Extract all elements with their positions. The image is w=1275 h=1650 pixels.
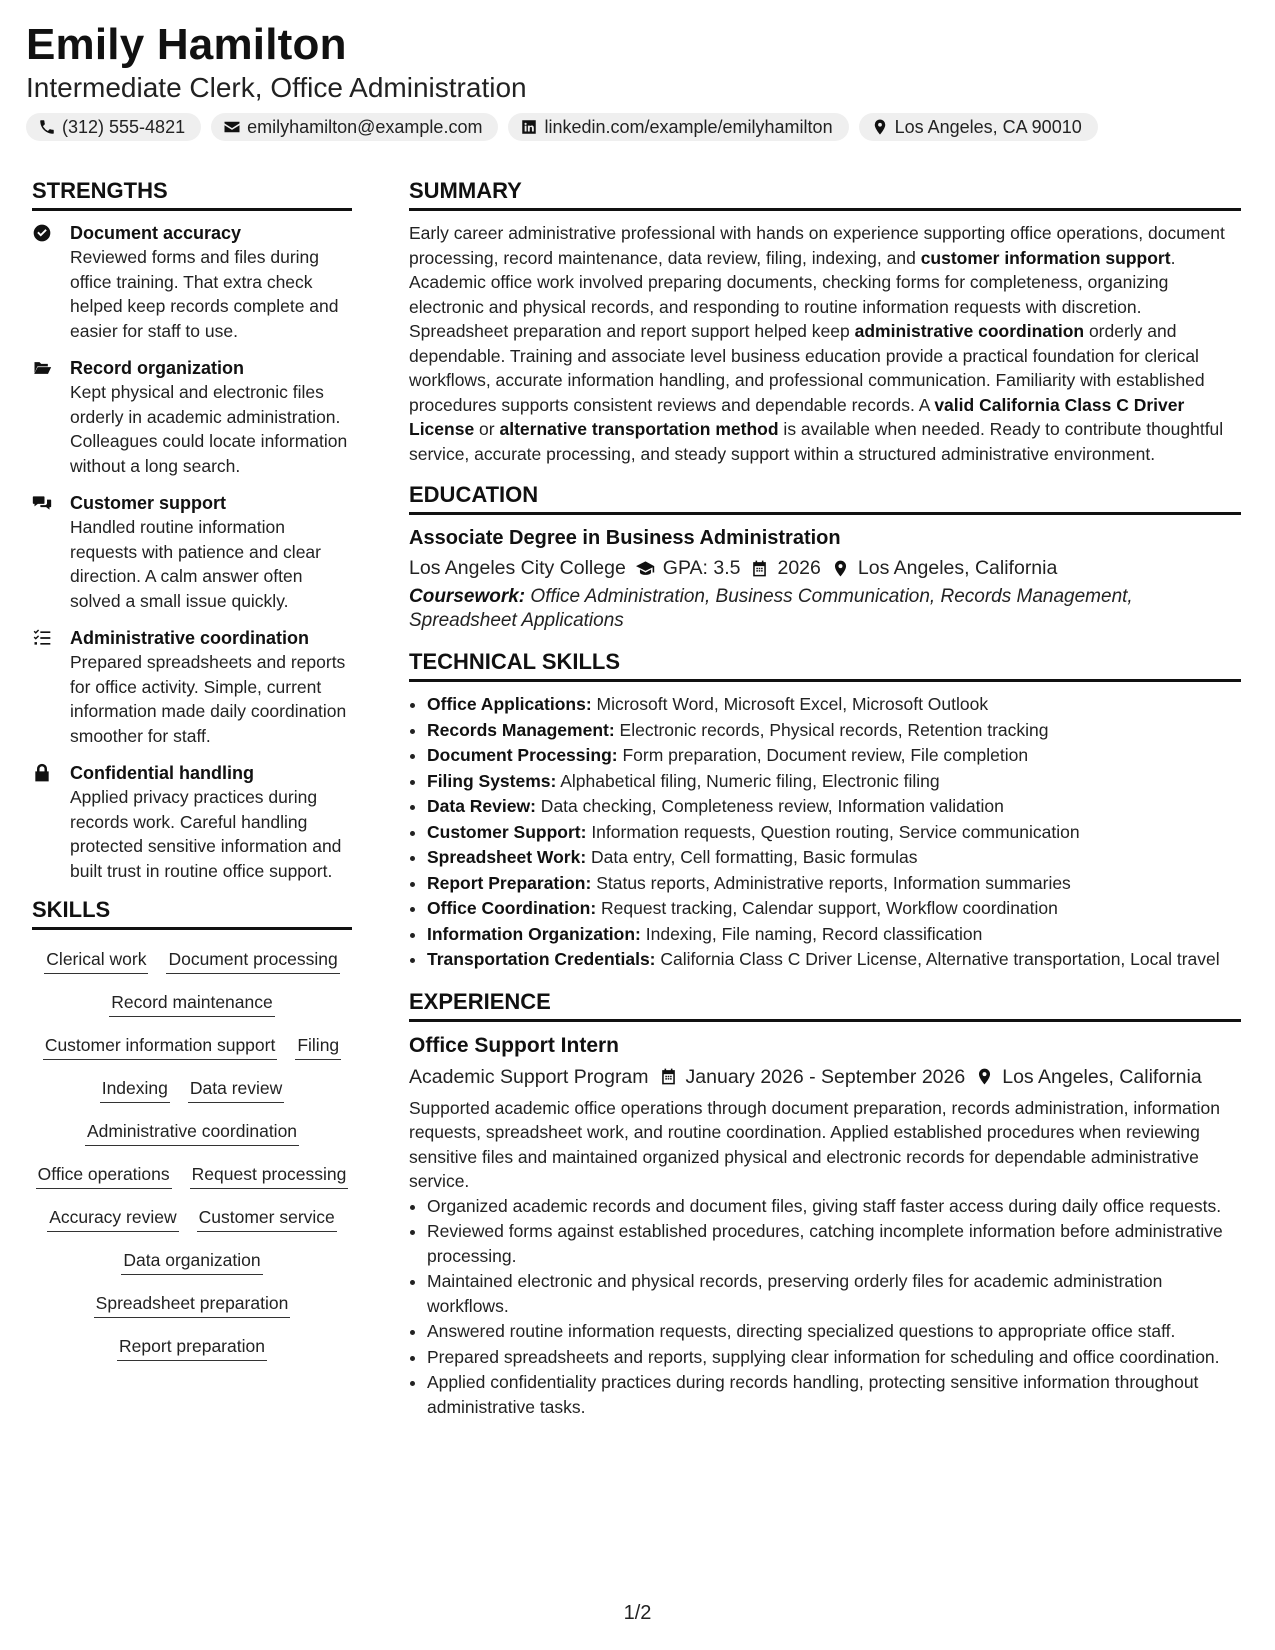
job-dates: January 2026 - September 2026: [685, 1065, 966, 1088]
job-bullets: [409, 1194, 1241, 1420]
skill-values: Data entry, Cell formatting, Basic formulas: [586, 847, 918, 867]
job-meta: [409, 1064, 1241, 1090]
skill-category: Customer Support:: [427, 821, 587, 842]
strength-name: Confidential handling: [70, 763, 254, 783]
skill-category: Office Applications:: [427, 694, 592, 714]
summary-segment: orderly and dependable. Training and associate level business education provide a practical foundation for clerical workflows, accurate information handling, and professional communication. Familiarity with established procedures supports consistent reviews and dependable records. A: [409, 321, 1205, 415]
contact-email[interactable]: [211, 113, 498, 141]
folder-open-icon: [32, 358, 52, 378]
skill-category: Report Preparation:: [427, 872, 592, 893]
strength-name: Record organization: [70, 358, 245, 378]
technical-skill-item: [427, 871, 1241, 897]
right-column: [409, 178, 1241, 1420]
coursework-label: Coursework:: [409, 586, 526, 607]
technical-skill-item: [427, 845, 1241, 871]
contact-location[interactable]: [859, 113, 1098, 141]
technical-skill-item: [427, 769, 1241, 795]
summary-highlight: valid California Class C Driver License: [409, 394, 1185, 439]
summary-segment: Early career administrative professional with hands on experience supporting office operations, document processing, record maintenance, data review, filing, indexing, and: [409, 223, 1225, 268]
calendar-icon: [659, 1067, 678, 1086]
phone-text: (312) 555-4821: [62, 116, 186, 137]
skill-category: Spreadsheet Work:: [427, 847, 587, 867]
candidate-title: Intermediate Clerk, Office Administration: [26, 72, 527, 103]
graduation-year: 2026: [777, 557, 821, 579]
skill-values: Information requests, Question routing, Service communication: [586, 821, 1080, 842]
skill-values: Alphabetical filing, Numeric filing, Electronic filing: [556, 770, 940, 791]
envelope-icon: [223, 118, 241, 136]
map-pin-icon: [871, 118, 889, 136]
education-heading: EDUCATION: [409, 482, 1241, 515]
summary-highlight: administrative coordination: [854, 321, 1085, 341]
job-bullet: • Prepared spreadsheets and reports, supplying clear information for scheduling and office coordination.: [427, 1345, 1241, 1370]
strength-name: Customer support: [70, 493, 227, 513]
email-text: emilyhamilton@example.com: [247, 116, 483, 137]
calendar-icon: [750, 559, 769, 578]
skill-tag: Request processing: [190, 1163, 349, 1189]
education-meta: [409, 555, 1241, 581]
job-bullet: • Applied confidentiality practices during records handling, protecting sensitive information throughout administrative tasks.: [427, 1370, 1241, 1419]
strength-description: Applied privacy practices during records work. Careful handling protected sensitive information and built trust in routine office support.: [70, 787, 342, 881]
contact-phone[interactable]: [26, 113, 201, 141]
strength-item: [32, 626, 352, 748]
skill-values: Electronic records, Physical records, Retention tracking: [614, 719, 1049, 740]
job-location: Los Angeles, California: [1002, 1065, 1202, 1088]
company-name: Academic Support Program: [409, 1065, 649, 1088]
lock-icon: [32, 763, 52, 783]
job-bullet: • Maintained electronic and physical records, preserving orderly files for academic administration workflows.: [427, 1269, 1241, 1318]
skill-values: Form preparation, Document review, File completion: [617, 745, 1029, 765]
linkedin-text: linkedin.com/example/emilyhamilton: [544, 116, 833, 137]
summary-highlight: alternative transportation method: [499, 419, 779, 439]
left-column: [32, 178, 352, 1361]
technical-skill-item: [427, 718, 1241, 744]
skill-values: Microsoft Word, Microsoft Excel, Microsoft Outlook: [591, 694, 989, 714]
list-check-icon: [32, 628, 52, 648]
skill-tag: Customer information support: [43, 1034, 278, 1060]
map-pin-icon: [831, 559, 850, 578]
technical-skill-item: [427, 692, 1241, 718]
technical-skill-item: [427, 743, 1241, 769]
strength-description: Prepared spreadsheets and reports for office activity. Simple, current information made daily coordination smoother for staff.: [70, 652, 347, 746]
graduation-cap-icon: [636, 559, 655, 578]
skill-values: Request tracking, Calendar support, Workflow coordination: [596, 898, 1058, 918]
technical-skills-heading: TECHNICAL SKILLS: [409, 649, 1241, 682]
skill-values: Data checking, Completeness review, Information validation: [535, 796, 1004, 816]
job-bullet: • Reviewed forms against established procedures, catching incomplete information before administrative processing.: [427, 1219, 1241, 1268]
candidate-name: Emily Hamilton: [26, 20, 347, 69]
skills-list: [32, 940, 352, 1361]
skill-category: Data Review:: [427, 796, 536, 816]
skill-tag: Spreadsheet preparation: [94, 1292, 291, 1318]
skill-tag: Accuracy review: [47, 1206, 178, 1232]
strength-description: Reviewed forms and files during office training. That extra check helped keep records complete and easier for staff to use.: [70, 247, 339, 341]
summary-segment: is available when needed. Ready to contribute thoughtful service, accurate processing, and steady support within a structured administrative environment.: [409, 419, 1224, 464]
summary-text: [409, 221, 1241, 466]
summary-heading: SUMMARY: [409, 178, 1241, 211]
skill-tag: Office operations: [36, 1163, 172, 1189]
summary-segment: or: [474, 419, 500, 439]
location-text: Los Angeles, CA 90010: [894, 116, 1082, 137]
chat-bubbles-icon: [32, 493, 52, 513]
summary-highlight: customer information support: [920, 247, 1171, 268]
coursework-list: Office Administration, Business Communication, Records Management, Spreadsheet Applications: [409, 586, 1133, 631]
skill-tag: Filing: [295, 1034, 341, 1060]
skill-category: Records Management:: [427, 719, 615, 740]
skill-tag: Document processing: [166, 948, 339, 974]
strengths-heading: STRENGTHS: [32, 178, 352, 211]
skill-tag: Record maintenance: [109, 991, 274, 1017]
job-summary: Supported academic office operations through document preparation, records administration, information requests, spreadsheet work, and routine coordination. Applied established procedures when reviewing sensitive files and maintained organized physical and electronic records for dependable administrative service.: [409, 1097, 1220, 1191]
strength-item: [32, 491, 352, 613]
technical-skill-item: [427, 820, 1241, 846]
skill-tag: Data organization: [121, 1249, 262, 1275]
degree-name: Associate Degree in Business Administration: [409, 527, 841, 549]
job-title: Office Support Intern: [409, 1033, 619, 1057]
page-number: 1/2: [623, 1602, 652, 1624]
skill-category: Information Organization:: [427, 923, 641, 944]
strength-name: Administrative coordination: [70, 628, 310, 648]
linkedin-icon: [520, 118, 538, 136]
technical-skill-item: [427, 794, 1241, 820]
skill-category: Filing Systems:: [427, 770, 557, 791]
skill-tag: Customer service: [197, 1206, 337, 1232]
strength-item: [32, 221, 352, 343]
contact-bar: [26, 113, 1098, 141]
job-bullet: • Organized academic records and document files, giving staff faster access during daily office requests.: [427, 1194, 1241, 1219]
skill-tag: Clerical work: [44, 948, 148, 974]
skill-category: Transportation Credentials:: [427, 949, 656, 969]
education-location: Los Angeles, California: [857, 557, 1058, 579]
skill-category: Office Coordination:: [427, 898, 597, 918]
technical-skill-item: [427, 922, 1241, 948]
experience-heading: EXPERIENCE: [409, 989, 1241, 1022]
skill-tag: Report preparation: [117, 1335, 267, 1361]
school-name: Los Angeles City College: [409, 557, 626, 579]
skill-tag: Data review: [188, 1077, 284, 1103]
skill-tag: Indexing: [100, 1077, 170, 1103]
technical-skills-list: [409, 692, 1241, 973]
technical-skill-item: [427, 947, 1241, 973]
strength-item: [32, 761, 352, 883]
contact-linkedin[interactable]: [508, 113, 848, 141]
skills-heading: SKILLS: [32, 897, 352, 930]
check-circle-icon: [32, 223, 52, 243]
phone-icon: [38, 118, 56, 136]
skill-values: Status reports, Administrative reports, Information summaries: [591, 872, 1071, 893]
strength-item: [32, 356, 352, 478]
strength-description: Kept physical and electronic files orderly in academic administration. Colleagues could locate information without a long search.: [70, 382, 348, 476]
summary-segment: . Academic office work involved preparing documents, checking forms for completeness, organizing electronic and physical records, and responding to routine information requests with discretion. Spreadsheet preparation and report support helped keep: [409, 247, 1176, 341]
job-bullet: • Answered routine information requests, directing specialized questions to appropriate office staff.: [427, 1319, 1241, 1344]
strength-description: Handled routine information requests with patience and clear direction. A calm answer often solved a small issue quickly.: [70, 517, 321, 611]
skill-values: California Class C Driver License, Alternative transportation, Local travel: [655, 949, 1220, 969]
gpa-text: GPA: 3.5: [662, 557, 741, 579]
strength-name: Document accuracy: [70, 223, 242, 243]
technical-skill-item: [427, 896, 1241, 922]
skill-category: Document Processing:: [427, 745, 618, 765]
skill-tag: Administrative coordination: [85, 1120, 299, 1146]
map-pin-icon: [975, 1067, 994, 1086]
coursework: [409, 585, 1241, 633]
skill-values: Indexing, File naming, Record classification: [640, 923, 983, 944]
